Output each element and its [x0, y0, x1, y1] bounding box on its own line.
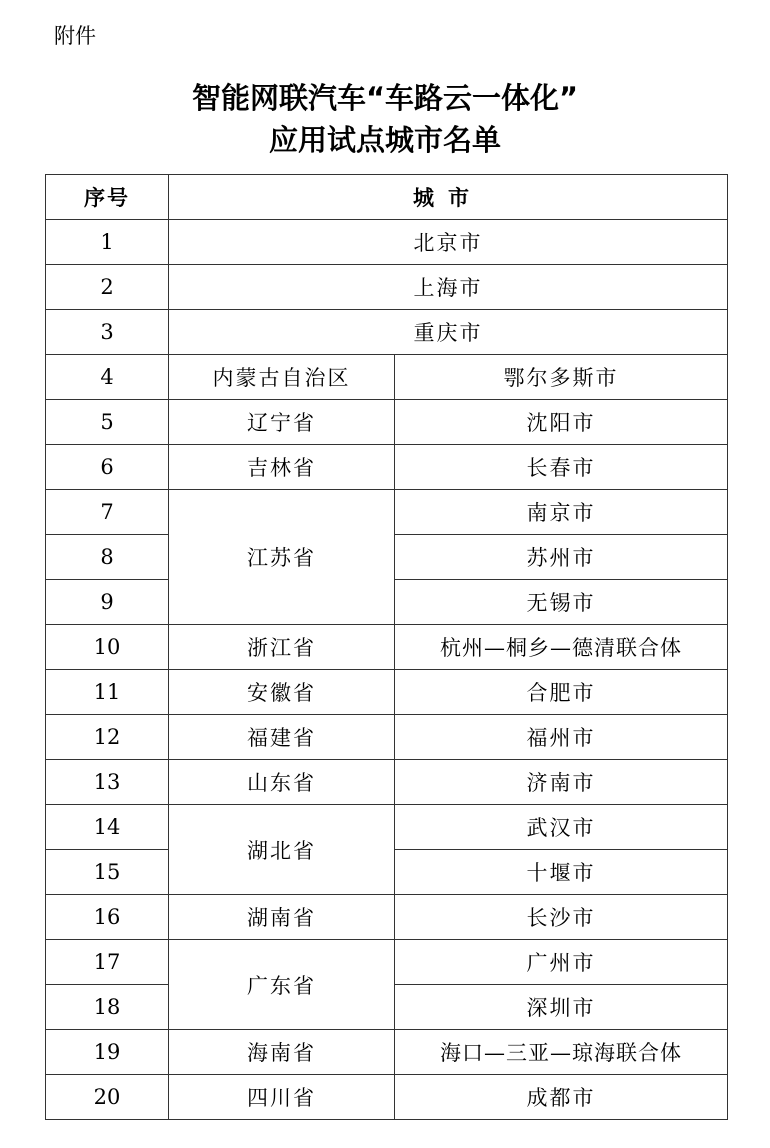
row-city: 成都市 — [395, 1075, 728, 1120]
row-no: 11 — [46, 670, 169, 715]
document-title-line-2: 应用试点城市名单 — [268, 123, 501, 157]
row-city: 长沙市 — [395, 895, 728, 940]
row-city: 南京市 — [395, 490, 728, 535]
table-row — [46, 220, 728, 265]
row-province: 辽宁省 — [169, 400, 395, 445]
table-row — [46, 760, 728, 805]
attachment-label: 附件 — [54, 24, 96, 48]
row-province: 内蒙古自治区 — [169, 355, 395, 400]
row-province: 广东省 — [169, 940, 395, 1030]
row-no: 2 — [46, 265, 169, 310]
row-province: 江苏省 — [169, 490, 395, 625]
row-province: 海南省 — [169, 1030, 395, 1075]
row-no: 1 — [46, 220, 169, 265]
row-province: 浙江省 — [169, 625, 395, 670]
table-row — [46, 895, 728, 940]
row-no: 9 — [46, 580, 169, 625]
row-no: 19 — [46, 1030, 169, 1075]
row-city: 重庆市 — [169, 310, 728, 355]
row-city: 长春市 — [395, 445, 728, 490]
row-no: 12 — [46, 715, 169, 760]
table-row — [46, 940, 728, 985]
table-row — [46, 490, 728, 535]
row-no: 14 — [46, 805, 169, 850]
row-city: 无锡市 — [395, 580, 728, 625]
row-city: 北京市 — [169, 220, 728, 265]
row-province: 湖北省 — [169, 805, 395, 895]
row-province: 四川省 — [169, 1075, 395, 1120]
row-no: 6 — [46, 445, 169, 490]
table-row — [46, 1030, 728, 1075]
table-row — [46, 265, 728, 310]
table-row — [46, 805, 728, 850]
table-row — [46, 400, 728, 445]
row-city: 深圳市 — [395, 985, 728, 1030]
row-no: 16 — [46, 895, 169, 940]
row-province: 安徽省 — [169, 670, 395, 715]
row-city: 苏州市 — [395, 535, 728, 580]
row-city: 十堰市 — [395, 850, 728, 895]
row-no: 15 — [46, 850, 169, 895]
table-row — [46, 625, 728, 670]
row-no: 7 — [46, 490, 169, 535]
table-row — [46, 310, 728, 355]
row-city: 海口—三亚—琼海联合体 — [395, 1030, 728, 1075]
row-province: 吉林省 — [169, 445, 395, 490]
table-row — [46, 355, 728, 400]
row-no: 4 — [46, 355, 169, 400]
row-city: 鄂尔多斯市 — [395, 355, 728, 400]
row-no: 5 — [46, 400, 169, 445]
table-header-row — [46, 175, 728, 220]
row-no: 3 — [46, 310, 169, 355]
table-row — [46, 715, 728, 760]
pilot-city-table — [45, 174, 728, 1120]
row-no: 17 — [46, 940, 169, 985]
row-province: 山东省 — [169, 760, 395, 805]
row-city: 武汉市 — [395, 805, 728, 850]
row-no: 10 — [46, 625, 169, 670]
row-city: 合肥市 — [395, 670, 728, 715]
table-row — [46, 445, 728, 490]
table-row — [46, 670, 728, 715]
row-city: 福州市 — [395, 715, 728, 760]
document-title-line-1: 智能网联汽车“车路云一体化” — [191, 81, 579, 115]
row-city: 上海市 — [169, 265, 728, 310]
row-province: 福建省 — [169, 715, 395, 760]
row-no: 13 — [46, 760, 169, 805]
row-city: 沈阳市 — [395, 400, 728, 445]
header-no: 序号 — [46, 175, 169, 220]
header-city: 城市 — [169, 175, 728, 220]
row-city: 济南市 — [395, 760, 728, 805]
table-row — [46, 1075, 728, 1120]
row-city: 杭州—桐乡—德清联合体 — [395, 625, 728, 670]
row-province: 湖南省 — [169, 895, 395, 940]
row-no: 20 — [46, 1075, 169, 1120]
row-no: 8 — [46, 535, 169, 580]
row-no: 18 — [46, 985, 169, 1030]
row-city: 广州市 — [395, 940, 728, 985]
